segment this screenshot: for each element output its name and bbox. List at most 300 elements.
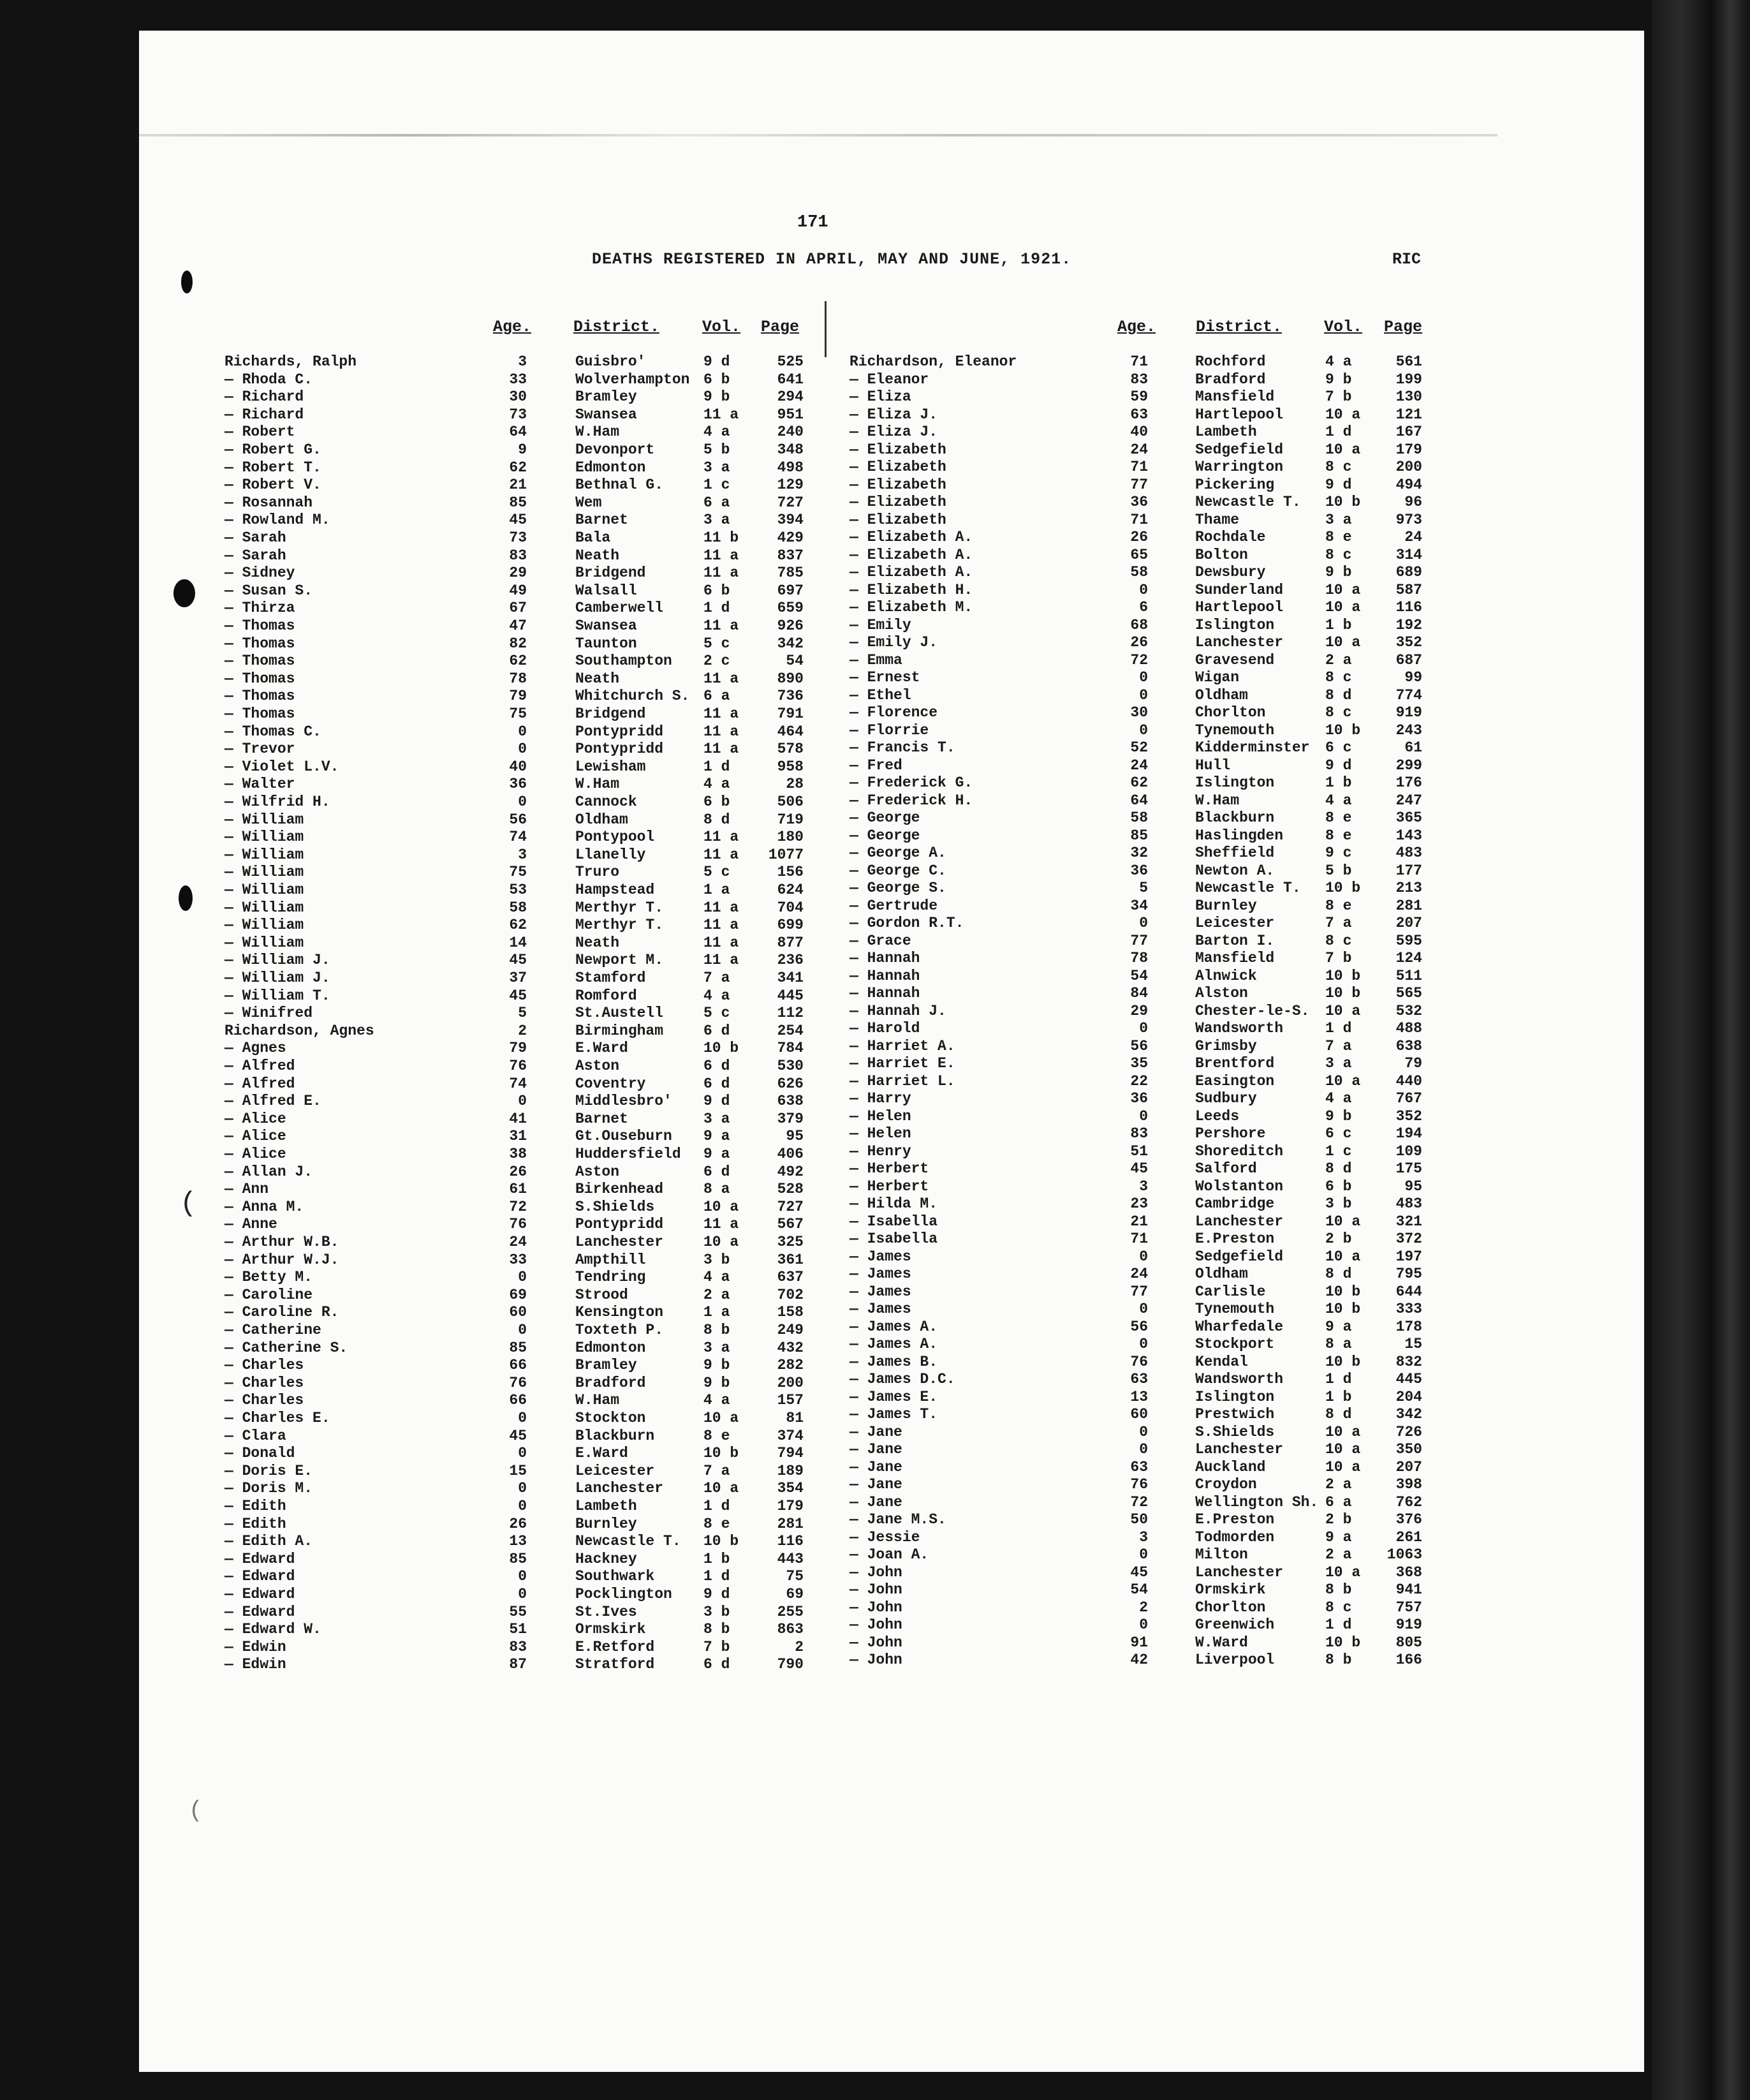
entry-age: 76 — [509, 1374, 527, 1391]
entry-district: Lambeth — [575, 1498, 637, 1514]
entry-page: 54 — [786, 653, 804, 670]
entry-vol: 8 c — [1325, 669, 1352, 686]
entry-vol: 4 a — [703, 424, 730, 441]
entry-page: 379 — [777, 1110, 804, 1127]
register-row — [0, 880, 1750, 897]
entry-vol: 1 d — [1325, 1616, 1352, 1633]
entry-age: 45 — [509, 987, 527, 1004]
entry-page: 95 — [1404, 1178, 1422, 1195]
entry-name: — Alfred — [224, 1075, 295, 1092]
entry-name: — Edith A. — [224, 1533, 313, 1550]
entry-age: 79 — [509, 1040, 527, 1057]
entry-district: Carlisle — [1195, 1283, 1266, 1300]
entry-district: Swansea — [575, 406, 637, 423]
entry-age: 0 — [518, 1498, 527, 1514]
entry-vol: 10 a — [703, 1234, 739, 1250]
entry-vol: 9 d — [703, 1586, 730, 1602]
entry-district: Lanchester — [575, 1480, 664, 1497]
margin-mark: ( — [189, 1798, 203, 1824]
entry-page: 689 — [1395, 564, 1422, 580]
entry-district: Gravesend — [1195, 651, 1275, 669]
entry-district: Newcastle T. — [1195, 494, 1301, 510]
register-row — [0, 406, 1750, 424]
entry-name: — James — [849, 1248, 911, 1265]
entry-age: 36 — [1130, 862, 1148, 879]
entry-name: — Herbert — [849, 1178, 929, 1195]
entry-name: — Rosannah — [224, 494, 313, 511]
entry-age: 56 — [1130, 1318, 1148, 1335]
entry-name: — Helen — [849, 1125, 911, 1142]
entry-page: 637 — [777, 1269, 804, 1286]
entry-page: 129 — [777, 477, 804, 494]
entry-page: 61 — [1404, 739, 1422, 756]
entry-age: 71 — [1130, 353, 1148, 370]
entry-district: Tynemouth — [1195, 721, 1275, 739]
entry-page: 595 — [1395, 932, 1422, 949]
entry-page: 644 — [1395, 1283, 1422, 1300]
entry-vol: 6 d — [703, 1022, 730, 1039]
register-row — [0, 1301, 1750, 1318]
entry-name: — Charles — [224, 1392, 304, 1409]
entry-page: 116 — [777, 1533, 804, 1550]
entry-district: Wem — [575, 494, 602, 511]
entry-vol: 7 a — [1325, 915, 1352, 931]
register-row — [0, 950, 1750, 967]
entry-district: E.Preston — [1195, 1231, 1275, 1247]
entry-page: 951 — [777, 406, 804, 423]
entry-name: — James — [849, 1301, 911, 1317]
register-row — [0, 1055, 1750, 1072]
entry-age: 91 — [1130, 1634, 1148, 1651]
entry-name: — Jane — [849, 1423, 902, 1440]
entry-page: 578 — [777, 741, 804, 758]
entry-district: St.Ives — [575, 1603, 637, 1620]
entry-age: 45 — [509, 512, 527, 529]
right-header-district: District. — [1196, 318, 1283, 336]
register-row — [0, 1038, 1750, 1055]
entry-age: 24 — [1130, 757, 1148, 774]
entry-district: Stratford — [575, 1656, 655, 1673]
entry-name: — Caroline R. — [224, 1304, 339, 1321]
entry-age: 6 — [1139, 599, 1148, 616]
entry-page: 376 — [1395, 1511, 1422, 1528]
entry-name: — Isabella — [849, 1213, 938, 1230]
entry-vol: 3 b — [1325, 1195, 1352, 1212]
entry-page: 175 — [1395, 1160, 1422, 1177]
entry-vol: 3 a — [1325, 511, 1352, 528]
entry-vol: 1 d — [1325, 1371, 1352, 1387]
entry-page: 919 — [1395, 704, 1422, 721]
entry-district: Birkenhead — [575, 1181, 664, 1198]
entry-page: 890 — [777, 670, 804, 687]
entry-page: 626 — [777, 1075, 804, 1092]
register-row — [0, 862, 1750, 880]
entry-vol: 9 a — [1325, 1528, 1352, 1546]
entry-district: Newton A. — [1195, 862, 1275, 879]
entry-name: — Allan J. — [224, 1163, 313, 1180]
entry-page: 795 — [1395, 1266, 1422, 1282]
entry-district: Blackburn — [1195, 810, 1275, 826]
entry-district: Hackney — [575, 1550, 637, 1567]
entry-vol: 6 c — [1325, 739, 1352, 756]
entry-vol: 11 a — [703, 723, 739, 740]
entry-age: 32 — [1130, 845, 1148, 861]
entry-vol: 6 b — [703, 582, 730, 599]
entry-vol: 4 a — [703, 776, 730, 793]
entry-page: 494 — [1395, 476, 1422, 493]
entry-age: 76 — [1130, 1476, 1148, 1493]
entry-vol: 8 e — [1325, 529, 1352, 545]
entry-page: 200 — [777, 1374, 804, 1391]
entry-age: 73 — [509, 529, 527, 546]
entry-page: 167 — [1395, 424, 1422, 440]
entry-name: — Thirza — [224, 600, 295, 617]
entry-age: 0 — [518, 1093, 527, 1110]
entry-page: 28 — [786, 776, 804, 793]
entry-name: — John — [849, 1564, 902, 1581]
entry-vol: 10 a — [1325, 441, 1361, 458]
entry-age: 79 — [509, 688, 527, 705]
register-row — [0, 1494, 1750, 1511]
register-row — [0, 1195, 1750, 1213]
entry-name: — Gertrude — [849, 897, 938, 914]
entry-vol: 8 c — [1325, 932, 1352, 949]
entry-page: 699 — [777, 917, 804, 934]
entry-district: Tendring — [575, 1269, 646, 1286]
entry-age: 50 — [1130, 1511, 1148, 1528]
entry-page: 659 — [777, 600, 804, 617]
entry-page: 443 — [777, 1550, 804, 1567]
entry-name: — Charles E. — [224, 1410, 330, 1426]
register-row — [0, 529, 1750, 546]
entry-page: 99 — [1404, 669, 1422, 686]
entry-name: — Susan S. — [224, 582, 313, 599]
entry-district: Barton I. — [1195, 932, 1275, 949]
entry-name: — Charles — [224, 1374, 304, 1391]
entry-name: — James — [849, 1283, 911, 1300]
entry-age: 85 — [509, 1339, 527, 1356]
entry-age: 35 — [1130, 1055, 1148, 1072]
entry-age: 36 — [1130, 494, 1148, 510]
entry-page: 528 — [777, 1181, 804, 1198]
entry-district: Cannock — [575, 794, 637, 810]
register-row — [0, 1599, 1750, 1616]
entry-district: Stockport — [1195, 1336, 1275, 1352]
entry-page: 282 — [777, 1357, 804, 1374]
entry-name: — Joan A. — [849, 1546, 929, 1563]
entry-name: — Grace — [849, 932, 911, 949]
entry-age: 63 — [1130, 1458, 1148, 1475]
entry-name: — Ann — [224, 1181, 269, 1198]
register-row — [0, 687, 1750, 704]
entry-district: E.Ward — [575, 1040, 628, 1057]
entry-page: 199 — [1395, 371, 1422, 388]
entry-page: 398 — [1395, 1476, 1422, 1493]
entry-page: 863 — [777, 1621, 804, 1638]
entry-vol: 11 a — [703, 934, 739, 951]
entry-age: 33 — [509, 1251, 527, 1268]
entry-district: Blackburn — [575, 1427, 655, 1444]
entry-page: 207 — [1395, 915, 1422, 931]
entry-page: 350 — [1395, 1441, 1422, 1458]
register-row — [0, 1459, 1750, 1476]
entry-district: Milton — [1195, 1546, 1248, 1563]
torn-edge-line — [139, 134, 1497, 137]
entry-name: — John — [849, 1652, 902, 1668]
entry-district: Stockton — [575, 1410, 646, 1426]
left-header-district: District. — [573, 318, 660, 336]
entry-vol: 11 a — [703, 670, 739, 687]
entry-name: — Doris M. — [224, 1480, 313, 1497]
entry-name: — Jane M.S. — [849, 1511, 946, 1528]
entry-vol: 6 d — [703, 1656, 730, 1673]
entry-name: — Hannah J. — [849, 1002, 946, 1019]
entry-page: 240 — [777, 424, 804, 441]
entry-age: 26 — [509, 1163, 527, 1180]
entry-vol: 7 b — [703, 1638, 730, 1655]
entry-name: — Harriet L. — [849, 1072, 955, 1090]
entry-district: Romford — [575, 987, 637, 1004]
register-row — [0, 424, 1750, 441]
entry-district: Oldham — [1195, 1266, 1248, 1282]
entry-district: E.Preston — [1195, 1511, 1275, 1528]
entry-vol: 9 a — [1325, 1318, 1352, 1335]
entry-district: Walsall — [575, 582, 637, 599]
entry-name: — James — [849, 1266, 911, 1282]
entry-page: 213 — [1395, 880, 1422, 896]
entry-age: 66 — [509, 1357, 527, 1374]
entry-age: 85 — [509, 1550, 527, 1567]
margin-mark: ( — [180, 1188, 197, 1220]
entry-page: 567 — [777, 1216, 804, 1233]
entry-district: Bala — [575, 529, 611, 546]
entry-district: Bramley — [575, 388, 637, 406]
entry-vol: 11 a — [703, 899, 739, 916]
entry-page: 464 — [777, 723, 804, 740]
entry-name: — Arthur W.J. — [224, 1251, 339, 1268]
entry-district: Burnley — [575, 1515, 637, 1532]
entry-district: Pickering — [1195, 476, 1275, 493]
entry-vol: 8 e — [703, 1515, 730, 1532]
right-header-page: Page — [1384, 318, 1423, 336]
entry-page: 790 — [777, 1656, 804, 1673]
entry-age: 87 — [509, 1656, 527, 1673]
entry-name: Richardson, Agnes — [224, 1022, 374, 1039]
entry-name: — Gordon R.T. — [849, 915, 964, 931]
register-row — [0, 1564, 1750, 1581]
entry-page: 483 — [1395, 845, 1422, 861]
entry-name: — Elizabeth A. — [849, 529, 973, 545]
entry-vol: 8 c — [1325, 546, 1352, 563]
entry-name: — Hilda M. — [849, 1195, 938, 1212]
entry-vol: 5 c — [703, 635, 730, 652]
entry-district: Birmingham — [575, 1022, 664, 1039]
entry-page: 254 — [777, 1022, 804, 1039]
entry-age: 3 — [1139, 1178, 1148, 1195]
entry-page: 179 — [777, 1498, 804, 1514]
entry-name: — Robert V. — [224, 477, 321, 494]
entry-vol: 11 a — [703, 565, 739, 582]
entry-district: Neath — [575, 934, 620, 951]
entry-page: 361 — [777, 1251, 804, 1268]
entry-district: Middlesbro' — [575, 1093, 672, 1110]
entry-district: Truro — [575, 864, 620, 881]
entry-vol: 11 b — [703, 529, 739, 546]
entry-age: 0 — [518, 1269, 527, 1286]
column-divider — [825, 301, 827, 357]
entry-page: 762 — [1395, 1493, 1422, 1511]
entry-age: 0 — [1139, 686, 1148, 704]
entry-district: Sheffield — [1195, 845, 1275, 861]
entry-vol: 8 e — [703, 1427, 730, 1444]
entry-age: 58 — [1130, 564, 1148, 580]
entry-vol: 11 a — [703, 846, 739, 863]
entry-name: — Thomas — [224, 635, 295, 652]
entry-age: 77 — [1130, 1283, 1148, 1300]
entry-name: — Thomas C. — [224, 723, 321, 740]
entry-district: Merthyr T. — [575, 917, 664, 934]
entry-name: — William — [224, 811, 304, 828]
entry-vol: 3 a — [703, 459, 730, 476]
register-row — [0, 1546, 1750, 1564]
entry-age: 0 — [1139, 915, 1148, 931]
entry-vol: 1 b — [703, 1550, 730, 1567]
entry-district: Thame — [1195, 511, 1240, 528]
entry-age: 29 — [509, 565, 527, 582]
entry-page: 429 — [777, 529, 804, 546]
entry-vol: 3 a — [1325, 1055, 1352, 1072]
entry-vol: 8 e — [1325, 897, 1352, 914]
entry-name: — Arthur W.B. — [224, 1234, 339, 1250]
entry-district: Wharfedale — [1195, 1318, 1284, 1335]
entry-district: Whitchurch S. — [575, 688, 690, 705]
entry-age: 69 — [509, 1286, 527, 1303]
entry-vol: 10 b — [703, 1040, 739, 1057]
entry-vol: 4 a — [1325, 1090, 1352, 1107]
entry-name: — Sidney — [224, 565, 295, 582]
register-row — [0, 985, 1750, 1002]
entry-page: 511 — [1395, 967, 1422, 984]
entry-age: 76 — [1130, 1353, 1148, 1370]
entry-page: 794 — [777, 1445, 804, 1462]
entry-name: — Walter — [224, 776, 295, 793]
entry-district: Bethnal G. — [575, 477, 664, 494]
entry-vol: 3 a — [703, 1339, 730, 1356]
entry-age: 56 — [509, 811, 527, 828]
register-row — [0, 512, 1750, 529]
entry-age: 71 — [1130, 1231, 1148, 1247]
entry-name: — Thomas — [224, 706, 295, 722]
entry-age: 13 — [509, 1533, 527, 1550]
entry-age: 2 — [1139, 1599, 1148, 1616]
entry-name: — William — [224, 934, 304, 951]
entry-page: 314 — [1395, 546, 1422, 563]
entry-page: 832 — [1395, 1353, 1422, 1370]
entry-name: — William — [224, 829, 304, 846]
entry-page: 445 — [777, 987, 804, 1004]
entry-district: Leicester — [575, 1462, 655, 1479]
entry-page: 565 — [1395, 985, 1422, 1002]
entry-vol: 10 a — [1325, 581, 1361, 598]
entry-page: 247 — [1395, 792, 1422, 809]
entry-name: — Edward — [224, 1586, 295, 1602]
entry-age: 3 — [518, 846, 527, 863]
entry-district: Lanchester — [1195, 1564, 1284, 1581]
entry-page: 143 — [1395, 827, 1422, 844]
entry-district: Grimsby — [1195, 1037, 1257, 1054]
entry-vol: 11 a — [703, 706, 739, 722]
entry-name: — Anne — [224, 1216, 277, 1233]
register-row — [0, 1073, 1750, 1090]
entry-district: Lambeth — [1195, 424, 1257, 440]
entry-district: Islington — [1195, 1388, 1275, 1405]
register-row — [0, 757, 1750, 774]
entry-page: 178 — [1395, 1318, 1422, 1335]
entry-age: 61 — [509, 1181, 527, 1198]
entry-page: 15 — [1404, 1336, 1422, 1352]
entry-district: Greenwich — [1195, 1616, 1275, 1633]
entry-district: Toxteth P. — [575, 1322, 664, 1338]
entry-vol: 10 a — [1325, 599, 1361, 616]
entry-age: 0 — [1139, 721, 1148, 739]
entry-vol: 7 b — [1325, 950, 1352, 966]
entry-district: Gt.Ouseburn — [575, 1128, 672, 1145]
entry-vol: 9 d — [703, 1093, 730, 1110]
register-row — [0, 1476, 1750, 1493]
entry-page: 445 — [1395, 1371, 1422, 1387]
entry-name: — Clara — [224, 1427, 286, 1444]
entry-vol: 9 b — [1325, 564, 1352, 580]
entry-vol: 7 b — [1325, 388, 1352, 405]
entry-district: Aston — [575, 1058, 620, 1074]
entry-age: 30 — [1130, 704, 1148, 721]
entry-page: 255 — [777, 1603, 804, 1620]
entry-district: Southwark — [575, 1568, 655, 1585]
entry-page: 877 — [777, 934, 804, 951]
entry-page: 342 — [777, 635, 804, 652]
entry-name: — Fred — [849, 757, 902, 774]
entry-name: — Richard — [224, 388, 304, 406]
entry-page: 204 — [1395, 1388, 1422, 1405]
entry-district: Pontypridd — [575, 741, 664, 758]
entry-district: Barnet — [575, 512, 628, 529]
entry-vol: 10 a — [1325, 634, 1361, 651]
register-row — [0, 845, 1750, 862]
entry-page: 352 — [1395, 634, 1422, 651]
entry-vol: 10 b — [1325, 1301, 1361, 1317]
entry-vol: 6 d — [703, 1058, 730, 1074]
entry-vol: 8 b — [703, 1621, 730, 1638]
register-row — [0, 739, 1750, 757]
entry-district: Bridgend — [575, 565, 646, 582]
entry-age: 78 — [1130, 950, 1148, 966]
entry-vol: 2 a — [1325, 651, 1352, 669]
entry-name: — Caroline — [224, 1286, 313, 1303]
entry-page: 176 — [1395, 774, 1422, 791]
entry-vol: 8 b — [703, 1322, 730, 1338]
entry-page: 530 — [777, 1058, 804, 1074]
entry-page: 1077 — [768, 846, 804, 863]
entry-name: — Francis T. — [849, 739, 955, 756]
entry-district: Wandsworth — [1195, 1020, 1284, 1037]
entry-district: Hampstead — [575, 882, 655, 898]
entry-vol: 1 d — [703, 758, 730, 775]
entry-age: 62 — [509, 917, 527, 934]
entry-vol: 8 c — [1325, 1599, 1352, 1616]
entry-name: — Thomas — [224, 670, 295, 687]
entry-name: — Sarah — [224, 547, 286, 564]
entry-page: 837 — [777, 547, 804, 564]
